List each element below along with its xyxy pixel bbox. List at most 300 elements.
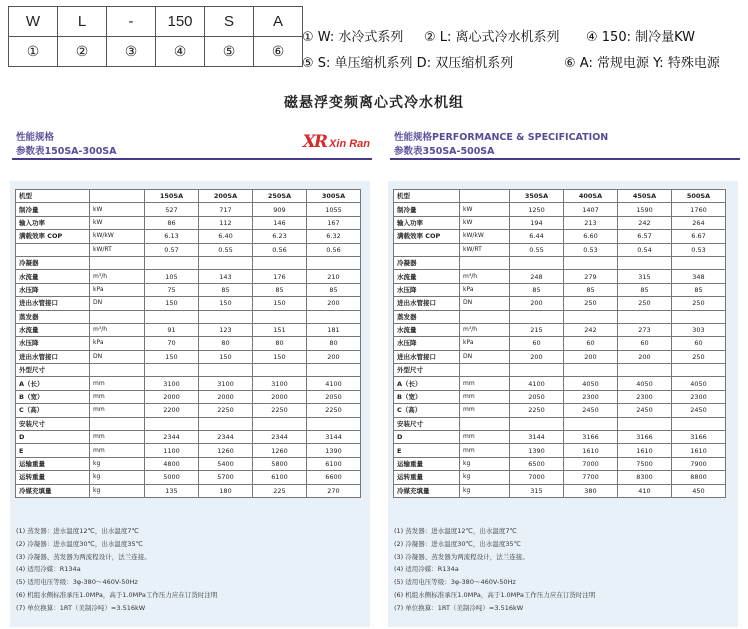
row-label-cell: 水压降: [16, 283, 90, 296]
row-label-cell: 进出水管接口: [394, 350, 460, 363]
value-cell: 300SA: [307, 190, 361, 203]
value-cell: 135: [145, 484, 199, 497]
logo-text: Xin Ran: [329, 138, 370, 150]
value-cell: 85: [618, 283, 672, 296]
footnote: (7) 单位换算：1RT（美制冷吨）=3.516kW: [16, 603, 146, 612]
row-label-cell: C（高）: [16, 404, 90, 417]
value-cell: 273: [618, 323, 672, 336]
unit-cell: m³/h: [90, 323, 145, 336]
row-label-cell: [394, 243, 460, 256]
value-cell: 3166: [672, 431, 726, 444]
value-cell: 4050: [564, 377, 618, 390]
value-cell: 176: [253, 270, 307, 283]
value-cell: 4100: [307, 377, 361, 390]
unit-cell: [460, 310, 510, 323]
unit-cell: mm: [460, 431, 510, 444]
value-cell: 80: [307, 337, 361, 350]
value-cell: 85: [307, 283, 361, 296]
unit-cell: mm: [90, 404, 145, 417]
table-row: [16, 350, 361, 363]
value-cell: 200: [510, 297, 564, 310]
value-cell: 2250: [253, 404, 307, 417]
row-label-cell: 机型: [16, 190, 90, 203]
unit-cell: kW: [460, 203, 510, 216]
value-cell: 6.32: [307, 230, 361, 243]
value-cell: 1590: [618, 203, 672, 216]
table-row: [16, 310, 361, 323]
value-cell: [672, 417, 726, 430]
value-cell: 250: [564, 297, 618, 310]
value-cell: 6.13: [145, 230, 199, 243]
unit-cell: kg: [460, 484, 510, 497]
table-row: [16, 484, 361, 497]
value-cell: 60: [672, 337, 726, 350]
table-row: [394, 484, 726, 497]
value-cell: 264: [672, 216, 726, 229]
value-cell: 200: [510, 350, 564, 363]
row-label-cell: 安装尺寸: [16, 417, 90, 430]
value-cell: 7000: [564, 457, 618, 470]
row-label-cell: 水压降: [16, 337, 90, 350]
value-cell: 6500: [510, 457, 564, 470]
row-label-cell: 运输重量: [16, 457, 90, 470]
row-label-cell: 满载效率 COP: [16, 230, 90, 243]
table-row: [394, 283, 726, 296]
row-label-cell: [16, 243, 90, 256]
value-cell: 194: [510, 216, 564, 229]
value-cell: 1760: [672, 203, 726, 216]
value-cell: 7000: [510, 471, 564, 484]
value-cell: 2300: [672, 390, 726, 403]
unit-cell: kW/RT: [90, 243, 145, 256]
unit-cell: kg: [460, 457, 510, 470]
value-cell: 410: [618, 484, 672, 497]
value-cell: 2250: [510, 404, 564, 417]
value-cell: 250SA: [253, 190, 307, 203]
unit-cell: m³/h: [460, 270, 510, 283]
brand-logo: [303, 132, 370, 152]
left-spec-body: [16, 190, 361, 498]
table-header-row: [394, 190, 726, 203]
unit-cell: mm: [460, 404, 510, 417]
value-cell: 250: [672, 297, 726, 310]
value-cell: [307, 417, 361, 430]
table-row: [16, 270, 361, 283]
legend-kw: ④ 150: 制冷量KW: [586, 30, 696, 45]
value-cell: [145, 256, 199, 269]
value-cell: 0.56: [253, 243, 307, 256]
unit-cell: [460, 256, 510, 269]
value-cell: 2450: [672, 404, 726, 417]
value-cell: 0.53: [564, 243, 618, 256]
value-cell: 7900: [672, 457, 726, 470]
table-row: [16, 377, 361, 390]
value-cell: 3144: [307, 431, 361, 444]
value-cell: [510, 417, 564, 430]
value-cell: 150: [199, 297, 253, 310]
footnote: (2) 冷凝器：进水温度30℃，出水温度35℃: [394, 539, 521, 548]
value-cell: 215: [510, 323, 564, 336]
logo-mark: XR: [302, 132, 327, 152]
unit-cell: [90, 190, 145, 203]
footnote: (3) 冷凝器、蒸发器为两流程设计，法兰连接。: [16, 552, 151, 561]
value-cell: 0.57: [145, 243, 199, 256]
table-row: [394, 270, 726, 283]
code-cell: A: [254, 7, 303, 37]
value-cell: 303: [672, 323, 726, 336]
unit-cell: [90, 364, 145, 377]
unit-cell: [90, 417, 145, 430]
table-row: [394, 364, 726, 377]
row-label-cell: 水压降: [394, 283, 460, 296]
value-cell: 2300: [618, 390, 672, 403]
model-code-table: [8, 6, 303, 67]
right-header-subtitle: 参数表350SA-500SA: [394, 146, 495, 157]
value-cell: 4050: [618, 377, 672, 390]
value-cell: 123: [199, 323, 253, 336]
value-cell: [307, 256, 361, 269]
value-cell: 7500: [618, 457, 672, 470]
row-label-cell: 水压降: [394, 337, 460, 350]
value-cell: 315: [510, 484, 564, 497]
unit-cell: mm: [460, 444, 510, 457]
value-cell: [307, 364, 361, 377]
footnote: (2) 冷凝器：进水温度30℃，出水温度35℃: [16, 539, 143, 548]
unit-cell: mm: [90, 377, 145, 390]
value-cell: 0.55: [199, 243, 253, 256]
right-notes: [394, 525, 595, 615]
value-cell: 7700: [564, 471, 618, 484]
value-cell: 3166: [618, 431, 672, 444]
unit-cell: [460, 417, 510, 430]
value-cell: 200: [618, 350, 672, 363]
value-cell: 85: [564, 283, 618, 296]
table-row: [16, 431, 361, 444]
unit-cell: mm: [460, 377, 510, 390]
value-cell: 1610: [672, 444, 726, 457]
right-spec-sheet: [388, 181, 738, 627]
value-cell: 3100: [145, 377, 199, 390]
value-cell: 6.44: [510, 230, 564, 243]
row-label-cell: 冷媒充填量: [16, 484, 90, 497]
value-cell: 180: [199, 484, 253, 497]
value-cell: 91: [145, 323, 199, 336]
value-cell: 717: [199, 203, 253, 216]
left-panel-header: [2, 127, 376, 167]
table-header-row: [16, 190, 361, 203]
value-cell: 150SA: [145, 190, 199, 203]
value-cell: [564, 417, 618, 430]
unit-cell: mm: [90, 444, 145, 457]
row-label-cell: E: [16, 444, 90, 457]
row-label-cell: C（高）: [394, 404, 460, 417]
value-cell: 5400: [199, 457, 253, 470]
value-cell: [510, 364, 564, 377]
value-cell: 5700: [199, 471, 253, 484]
unit-cell: kPa: [460, 337, 510, 350]
index-cell: ①: [9, 37, 58, 67]
right-spec-table: [393, 189, 726, 498]
table-row: [16, 417, 361, 430]
value-cell: 2200: [145, 404, 199, 417]
left-spec-panel: [2, 127, 376, 629]
table-row: [16, 256, 361, 269]
row-label-cell: 满载效率 COP: [394, 230, 460, 243]
unit-cell: kW/kW: [90, 230, 145, 243]
value-cell: 225: [253, 484, 307, 497]
unit-cell: kW: [460, 216, 510, 229]
table-row: [16, 216, 361, 229]
right-spec-body: [394, 190, 726, 498]
value-cell: 500SA: [672, 190, 726, 203]
value-cell: 3144: [510, 431, 564, 444]
table-row: [394, 243, 726, 256]
value-cell: 85: [672, 283, 726, 296]
code-cell: W: [9, 7, 58, 37]
footnote: (1) 蒸发器：进水温度12℃，出水温度7℃: [394, 527, 517, 535]
code-cell: 150: [156, 7, 205, 37]
value-cell: 6.23: [253, 230, 307, 243]
row-label-cell: 制冷量: [16, 203, 90, 216]
table-row: [394, 337, 726, 350]
value-cell: 1610: [618, 444, 672, 457]
value-cell: [253, 256, 307, 269]
row-label-cell: 外型尺寸: [16, 364, 90, 377]
value-cell: 242: [618, 216, 672, 229]
value-cell: 1055: [307, 203, 361, 216]
unit-cell: kg: [90, 457, 145, 470]
value-cell: 2250: [307, 404, 361, 417]
index-cell: ⑤: [205, 37, 254, 67]
row-label-cell: 冷凝器: [16, 256, 90, 269]
unit-cell: [460, 190, 510, 203]
value-cell: 1390: [510, 444, 564, 457]
table-row: [394, 444, 726, 457]
value-cell: 80: [199, 337, 253, 350]
value-cell: 3100: [253, 377, 307, 390]
value-cell: 2344: [253, 431, 307, 444]
code-cell: L: [58, 7, 107, 37]
table-row: [394, 457, 726, 470]
value-cell: 8800: [672, 471, 726, 484]
value-cell: 248: [510, 270, 564, 283]
value-cell: 270: [307, 484, 361, 497]
left-header-title: 性能规格: [16, 132, 55, 143]
value-cell: [145, 364, 199, 377]
value-cell: [564, 364, 618, 377]
footnote: (6) 机组水侧标准承压1.0MPa，高于1.0MPa工作压力应在订货时注明: [394, 590, 596, 599]
value-cell: 150: [199, 350, 253, 363]
value-cell: 181: [307, 323, 361, 336]
value-cell: 6.40: [199, 230, 253, 243]
value-cell: 1250: [510, 203, 564, 216]
value-cell: [253, 364, 307, 377]
table-row: [394, 471, 726, 484]
footnote: (6) 机组水侧标准承压1.0MPa，高于1.0MPa工作压力应在订货时注明: [16, 590, 218, 599]
value-cell: 200: [307, 297, 361, 310]
value-cell: 2300: [564, 390, 618, 403]
value-cell: 150: [145, 350, 199, 363]
unit-cell: kW: [90, 216, 145, 229]
table-row: [394, 323, 726, 336]
unit-cell: DN: [90, 297, 145, 310]
value-cell: 242: [564, 323, 618, 336]
unit-cell: kg: [90, 471, 145, 484]
unit-cell: mm: [460, 390, 510, 403]
unit-cell: [90, 256, 145, 269]
value-cell: 3166: [564, 431, 618, 444]
value-cell: 6.60: [564, 230, 618, 243]
row-label-cell: 机型: [394, 190, 460, 203]
value-cell: 1260: [199, 444, 253, 457]
value-cell: 2450: [564, 404, 618, 417]
table-row: [394, 404, 726, 417]
row-label-cell: B（宽）: [16, 390, 90, 403]
page-title: 磁悬浮变频离心式冷水机组: [284, 95, 464, 111]
value-cell: 60: [564, 337, 618, 350]
value-cell: 450SA: [618, 190, 672, 203]
row-label-cell: 蒸发器: [16, 310, 90, 323]
value-cell: 5000: [145, 471, 199, 484]
row-label-cell: 冷媒充填量: [394, 484, 460, 497]
value-cell: 150: [145, 297, 199, 310]
row-label-cell: 外型尺寸: [394, 364, 460, 377]
value-cell: [307, 310, 361, 323]
value-cell: 146: [253, 216, 307, 229]
table-row: [16, 471, 361, 484]
value-cell: 86: [145, 216, 199, 229]
value-cell: [618, 310, 672, 323]
unit-cell: [90, 310, 145, 323]
table-row: [394, 431, 726, 444]
value-cell: 70: [145, 337, 199, 350]
value-cell: 2000: [199, 390, 253, 403]
row-label-cell: 制冷量: [394, 203, 460, 216]
value-cell: 2344: [145, 431, 199, 444]
table-row: [394, 216, 726, 229]
legend-w: ① W: 水冷式系列: [302, 30, 404, 45]
value-cell: 0.55: [510, 243, 564, 256]
value-cell: 143: [199, 270, 253, 283]
value-cell: 5800: [253, 457, 307, 470]
value-cell: 210: [307, 270, 361, 283]
value-cell: 2050: [307, 390, 361, 403]
row-label-cell: B（宽）: [394, 390, 460, 403]
right-panel-header: [380, 127, 744, 167]
value-cell: 2250: [199, 404, 253, 417]
value-cell: [510, 256, 564, 269]
value-cell: 0.54: [618, 243, 672, 256]
value-cell: [618, 417, 672, 430]
table-row: [16, 457, 361, 470]
value-cell: 8300: [618, 471, 672, 484]
left-spec-table: [15, 189, 361, 498]
table-row: [16, 323, 361, 336]
value-cell: [145, 417, 199, 430]
left-notes: [16, 525, 217, 615]
row-label-cell: A（长）: [394, 377, 460, 390]
row-label-cell: 运转重量: [394, 471, 460, 484]
row-label-cell: A（长）: [16, 377, 90, 390]
value-cell: [672, 364, 726, 377]
value-cell: [253, 417, 307, 430]
index-cell: ③: [107, 37, 156, 67]
code-cell: S: [205, 7, 254, 37]
value-cell: 4100: [510, 377, 564, 390]
table-row: [394, 230, 726, 243]
row-label-cell: 水流量: [16, 323, 90, 336]
row-label-cell: D: [394, 431, 460, 444]
value-cell: 350SA: [510, 190, 564, 203]
legend-s: ⑤ S: 单压缩机系列 D: 双压缩机系列: [302, 56, 514, 71]
footnote: (4) 适用冷媒：R134a: [394, 565, 459, 574]
value-cell: [199, 256, 253, 269]
value-cell: 279: [564, 270, 618, 283]
value-cell: 167: [307, 216, 361, 229]
footnote: (5) 适用电压等级：3φ-380～460V-50Hz: [16, 578, 138, 587]
row-label-cell: 安装尺寸: [394, 417, 460, 430]
value-cell: 200: [564, 350, 618, 363]
code-cell: -: [107, 7, 156, 37]
row-label-cell: 输入功率: [16, 216, 90, 229]
table-row: [16, 203, 361, 216]
value-cell: 1610: [564, 444, 618, 457]
unit-cell: kW/kW: [460, 230, 510, 243]
index-cell: ②: [58, 37, 107, 67]
value-cell: 60: [618, 337, 672, 350]
value-cell: 6.67: [672, 230, 726, 243]
value-cell: 6.57: [618, 230, 672, 243]
unit-cell: DN: [90, 350, 145, 363]
footnote: (1) 蒸发器：进水温度12℃，出水温度7℃: [16, 527, 139, 535]
table-row: [394, 297, 726, 310]
value-cell: 250: [672, 350, 726, 363]
row-label-cell: 水流量: [394, 323, 460, 336]
table-row: [394, 377, 726, 390]
value-cell: 400SA: [564, 190, 618, 203]
unit-cell: [460, 364, 510, 377]
table-row: [16, 444, 361, 457]
value-cell: 527: [145, 203, 199, 216]
value-cell: 75: [145, 283, 199, 296]
value-cell: 4050: [672, 377, 726, 390]
unit-cell: m³/h: [460, 323, 510, 336]
value-cell: [618, 256, 672, 269]
unit-cell: m³/h: [90, 270, 145, 283]
right-header-divider: [390, 158, 740, 160]
value-cell: 151: [253, 323, 307, 336]
value-cell: 6600: [307, 471, 361, 484]
value-cell: 85: [253, 283, 307, 296]
value-cell: 200SA: [199, 190, 253, 203]
value-cell: 150: [253, 350, 307, 363]
value-cell: 0.53: [672, 243, 726, 256]
footnote: (7) 单位换算：1RT（美制冷吨）=3.516kW: [394, 603, 524, 612]
value-cell: 348: [672, 270, 726, 283]
value-cell: 1100: [145, 444, 199, 457]
value-cell: [564, 256, 618, 269]
unit-cell: kW: [90, 203, 145, 216]
row-label-cell: 冷凝器: [394, 256, 460, 269]
value-cell: [253, 310, 307, 323]
value-cell: [672, 256, 726, 269]
table-row: [16, 337, 361, 350]
model-code-row: [9, 7, 303, 37]
left-header-subtitle: 参数表150SA-300SA: [16, 146, 117, 157]
index-cell: ④: [156, 37, 205, 67]
value-cell: [564, 310, 618, 323]
row-label-cell: 输入功率: [394, 216, 460, 229]
